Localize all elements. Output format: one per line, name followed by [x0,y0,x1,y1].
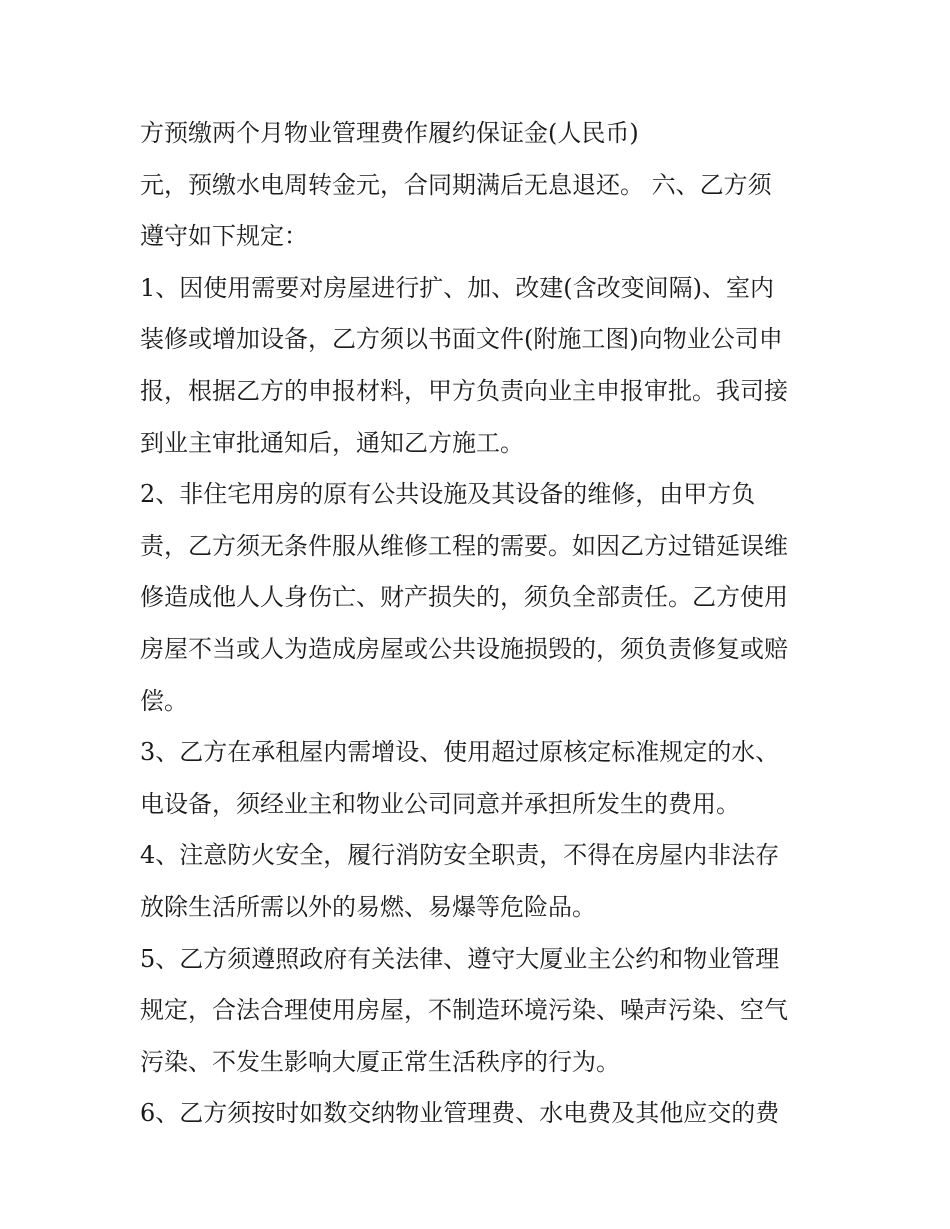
text-line: 方预缴两个月物业管理费作履约保证金(人民币) [140,119,639,147]
text-line: 元，预缴水电周转金元，合同期满后无息退还。 六、乙方须 [140,170,772,199]
text-line: 4、注意防火安全，履行消防安全职责，不得在房屋内非法存 [140,841,780,870]
text-line: 报，根据乙方的申报材料，甲方负责向业主申报审批。我司接 [140,376,788,405]
text-line: 房屋不当或人为造成房屋或公共设施损毁的，须负责修复或赔 [140,634,788,663]
text-line: 偿。 [140,686,188,715]
text-line: 2、非住宅用房的原有公共设施及其设备的维修，由甲方负 [140,480,756,509]
text-line: 3、乙方在承租屋内需增设、使用超过原核定标准规定的水、 [140,738,780,767]
text-line: 责，乙方须无条件服从维修工程的需要。如因乙方过错延误维 [140,531,788,560]
text-line: 电设备，须经业主和物业公司同意并承担所发生的费用。 [140,789,740,818]
text-line: 遵守如下规定： [140,222,308,251]
text-line: 5、乙方须遵照政府有关法律、遵守大厦业主公约和物业管理 [140,944,780,973]
text-line: 污染、不发生影响大厦正常生活秩序的行为。 [140,1047,620,1076]
text-line: 放除生活所需以外的易燃、易爆等危险品。 [140,892,596,921]
text-line: 1、因使用需要对房屋进行扩、加、改建(含改变间隔)、室内 [140,273,774,302]
document-body [140,108,830,1140]
text-line: 到业主审批通知后，通知乙方施工。 [140,428,524,457]
text-line: 装修或增加设备，乙方须以书面文件(附施工图)向物业公司申 [140,325,783,354]
text-line: 6、乙方须按时如数交纳物业管理费、水电费及其他应交的费 [140,1099,780,1128]
text-line: 规定，合法合理使用房屋，不制造环境污染、噪声污染、空气 [140,996,788,1025]
text-line: 修造成他人人身伤亡、财产损失的，须负全部责任。乙方使用 [140,583,788,612]
